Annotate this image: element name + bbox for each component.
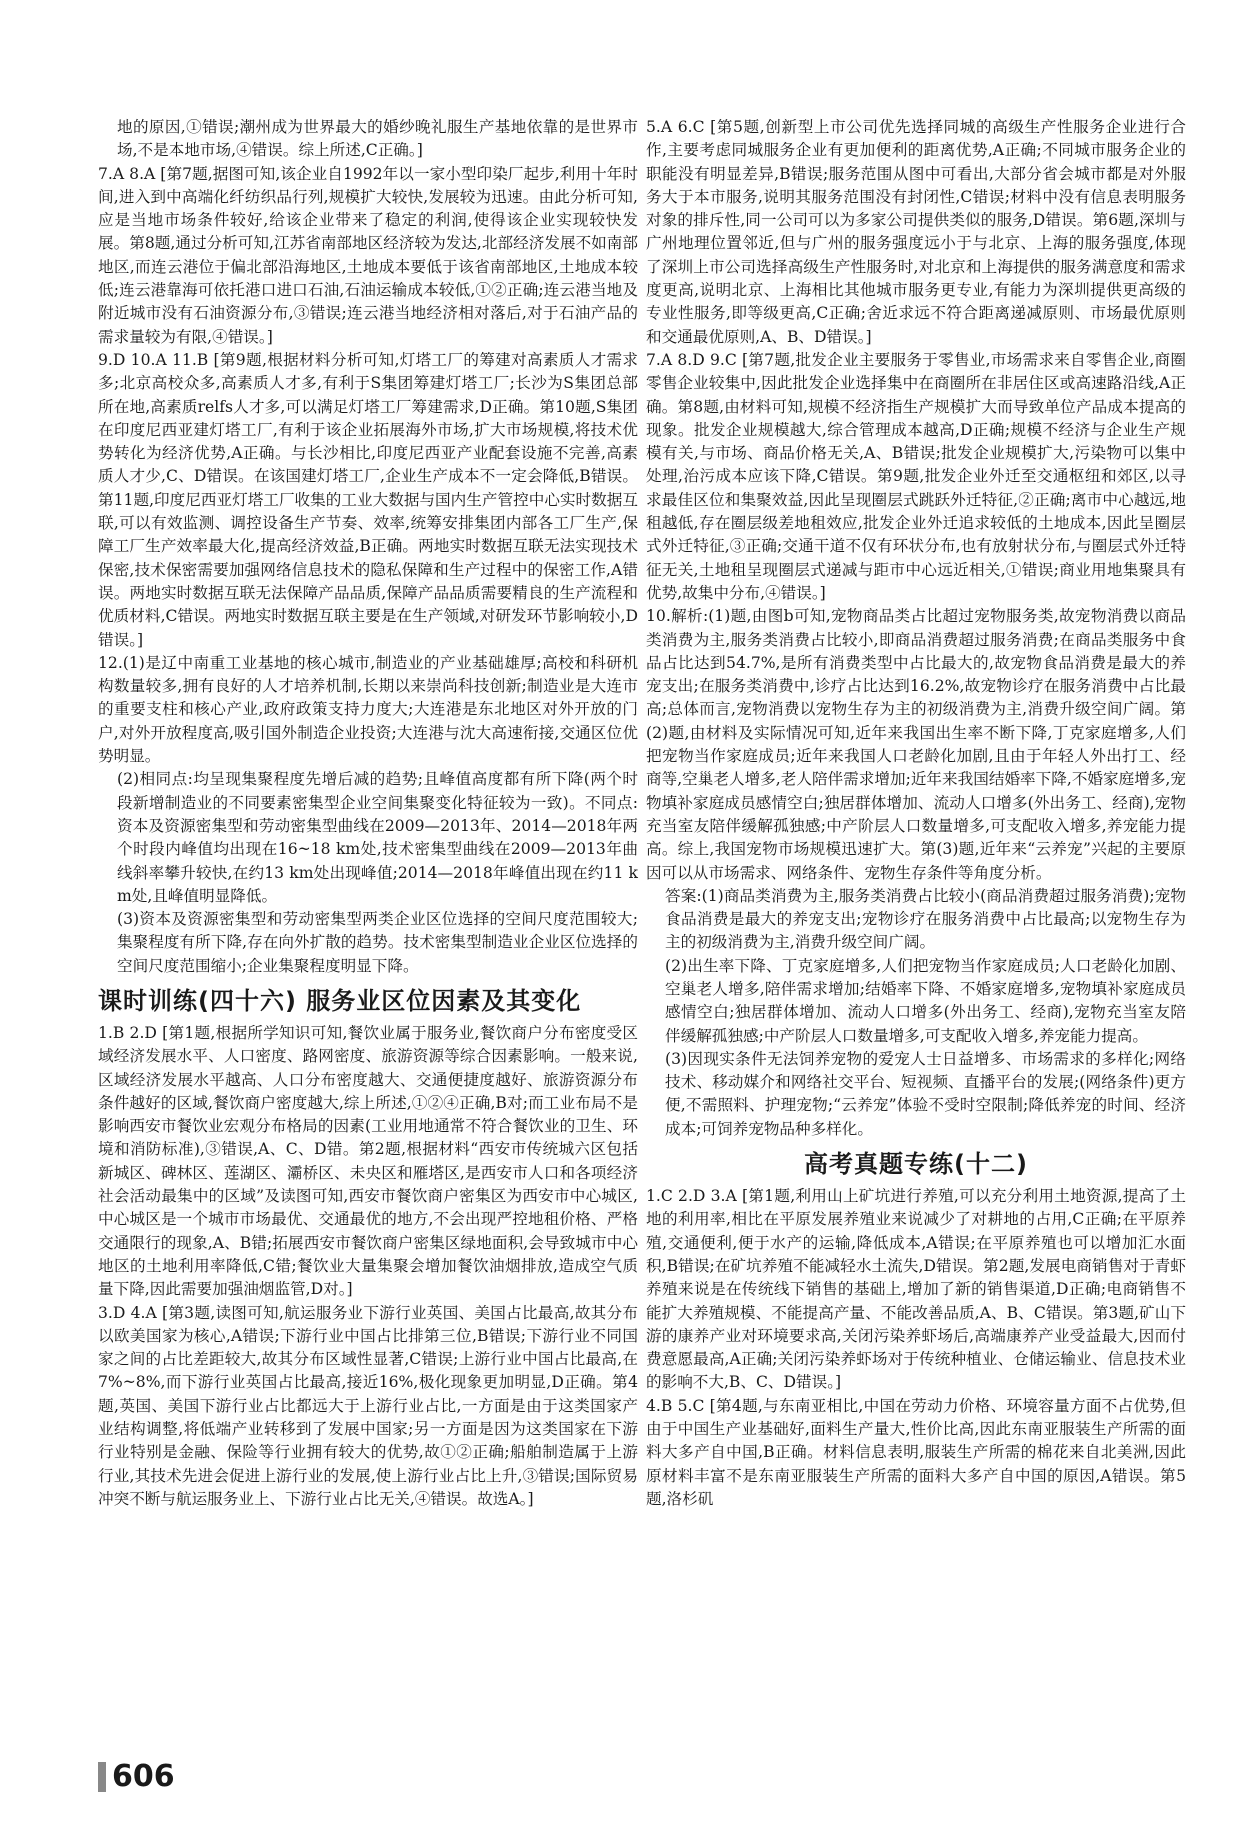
paragraph: (2)相同点:均呈现集聚程度先增后减的趋势;且峰值高度都有所下降(两个时段新增制造业的不同要素密集型企业空间集聚变化特征较为一致)。不同点:资本及资源密集型和劳动密集型曲线在2009—2013年、2014—2018年两个时段内峰值均出现在16~18 km处,技术密集型曲线在2009—2013年曲线斜率攀升较快,在约13 km处出现峰值;2014—2018年峰值出现在约11 km处,且峰值明显降低。 xyxy=(117,770,638,905)
paragraph: 地的原因,①错误;潮州成为世界最大的婚纱晚礼服生产基地依靠的是世界市场,不是本地市场,④错误。综上所述,C正确。] xyxy=(117,118,638,160)
paragraph: 9.D 10.A 11.B [第9题,根据材料分析可知,灯塔工厂的筹建对高素质人才需求多;北京高校众多,高素质人才多,有利于S集团筹建灯塔工厂;长沙为S集团总部所在地,高素质relfs人才多,可以满足灯塔工厂筹建需求,D正确。第10题,S集团在印度尼西亚建灯塔工厂,有利于该企业拓展海外市场,扩大市场规模,将技术优势转化为经济优势,A正确。与长沙相比,印度尼西亚产业配套设施不完善,高素质人才少,C、D错误。在该国建灯塔工厂,企业生产成本不一定会降低,B错误。第11题,印度尼西亚灯塔工厂收集的工业大数据与国内生产管控中心实时数据互联,可以有效监测、调控设备生产节奏、效率,统筹安排集团内部各工厂生产,保障工厂生产效率最大化,提高经济效益,B正确。两地实时数据互联无法实现技术保密,技术保密需要加强网络信息技术的隐私保障和生产过程中的保密工作,A错误。两地实时数据互联无法保障产品品质,保障产品品质需要精良的生产流程和优质材料,C错误。两地实时数据互联主要是在生产领域,对研发环节影响较小,D错误。] xyxy=(98,350,638,649)
paragraph: 7.A 8.A [第7题,据图可知,该企业自1992年以一家小型印染厂起步,利用十年时间,进入到中高端化纤纺织品行列,规模扩大较快,发展较为迅速。由此分析可知,应是当地市场条件较好,给该企业带来了稳定的利润,使得该企业实现较快发展。第8题,通过分析可知,江苏省南部地区经济较为发达,北部经济发展不如南部地区,而连云港位于偏北部沿海地区,土地成本要低于该省南部地区,土地成本较低;连云港靠海可依托港口进口石油,石油运输成本较低,①②正确;连云港当地及附近城市没有石油资源分布,③错误;连云港当地经济相对落后,对于石油产品的需求量较为有限,④错误。] xyxy=(98,164,638,346)
paragraph: 1.B 2.D [第1题,根据所学知识可知,餐饮业属于服务业,餐饮商户分布密度受区域经济发展水平、人口密度、路网密度、旅游资源等综合因素影响。一般来说,区域经济发展水平越高、人口分布密度越大、交通便捷度越好、旅游资源分布条件越好的区域,餐饮商户密度越大,综上所述,①②④正确,B对;而工业布局不是影响西安市餐饮业宏观分布格局的因素(工业用地通常不符合餐饮业的卫生、环境和消防标准),③错误,A、C、D错。第2题,根据材料“西安市传统城六区包括新城区、碑林区、莲湖区、灞桥区、未央区和雁塔区,是西安市人口和各项经济社会活动最集中的区域”及读图可知,西安市餐饮商户密集区为西安市中心城区,中心城区是一个城市市场最优、交通最优的地方,不会出现严控地租价格、严格交通限行的现象,A、B错;拓展西安市餐饮商户密集区绿地面积,会导致城市中心地区的土地利用率降低,C错;餐饮业大量集聚会增加餐饮油烟排放,造成空气质量下降,因此需要加强油烟监管,D对。] xyxy=(98,1023,638,1299)
page-number xyxy=(98,1757,175,1797)
paragraph: (3)资本及资源密集型和劳动密集型两类企业区位选择的空间尺度范围较大;集聚程度有所下降,存在向外扩散的趋势。技术密集型制造业企业区位选择的空间尺度范围缩小;企业集聚程度明显下降。 xyxy=(117,910,638,975)
paragraph: (2)出生率下降、丁克家庭增多,人们把宠物当作家庭成员;人口老龄化加剧、空巢老人增多,陪伴需求增加;结婚率下降、不婚家庭增多,宠物填补家庭成员感情空白;独居群体增加、流动人口增多(外出务工、经商),宠物充当室友陪伴缓解孤独感;中产阶层人口数量增多,可支配收入增多,养宠能力提高。 xyxy=(665,956,1186,1045)
paragraph: 3.D 4.A [第3题,读图可知,航运服务业下游行业英国、美国占比最高,故其分布以欧美国家为核心,A错误;下游行业中国占比排第三位,B错误;下游行业不同国家之间的占比差距较大,故其分布区域性显著,C错误;上游行业中国占比最高,在7%~8%,而下游行业英国占比最高,接近16%,极化现象更加明显,D正确。第4题,英国、美国下游行业占比都远大于上游行业占比,一方面是由于这类国家产业结构调整,将低端产业转移到了发展中国家;另一方面是因为这类国家在下游行业特别是金融、保险等行业拥有较大的优势,故①②正确;船舶制造属于上游行业,其技术先进会促进上游行业的发展,使上游行业占比上升,③错误;国际贸易冲突不断与航运服务业上、下游行业占比无关,④错误。故选A。] xyxy=(98,1303,638,1508)
left-column xyxy=(98,116,638,1511)
right-column xyxy=(646,116,1186,1511)
paragraph: 10.解析:(1)题,由图b可知,宠物商品类占比超过宠物服务类,故宠物消费以商品类消费为主,服务类消费占比较小,即商品消费超过服务消费;在商品类服务中食品占比达到54.7%,是所有消费类型中占比最大的,故宠物食品消费是最大的养宠支出;在服务类消费中,诊疗占比达到16.2%,故宠物诊疗在服务消费中占比最高;总体而言,宠物消费以宠物生存为主的初级消费为主,消费升级空间广阔。第(2)题,由材料及实际情况可知,近年来我国出生率不断下降,丁克家庭增多,人们把宠物当作家庭成员;近年来我国人口老龄化加剧,且由于年轻人外出打工、经商等,空巢老人增多,老人陪伴需求增加;近年来我国结婚率下降,不婚家庭增多,宠物填补家庭成员感情空白;独居群体增加、流动人口增多(外出务工、经商),宠物充当室友陪伴缓解孤独感;中产阶层人口数量增多,可支配收入增多,养宠能力提高。综上,我国宠物市场规模迅速扩大。第(3)题,近年来“云养宠”兴起的主要原因可以从市场需求、网络条件、宠物生存条件等角度分析。 xyxy=(646,607,1186,882)
paragraph: (3)因现实条件无法饲养宠物的爱宠人士日益增多、市场需求的多样化;网络技术、移动媒介和网络社交平台、短视频、直播平台的发展;(网络条件)更方便,不需照料、护理宠物;“云养宠”体验不受时空限制;降低养宠的时间、经济成本;可饲养宠物品种多样化。 xyxy=(665,1049,1186,1138)
page-number-text: 606 xyxy=(112,1759,175,1794)
page-marker-icon xyxy=(98,1762,106,1792)
paragraph: 4.B 5.C [第4题,与东南亚相比,中国在劳动力价格、环境容量方面不占优势,但由于中国生产业基础好,面料生产量大,性价比高,因此东南亚服装生产所需的面料大多产自中国,B正确。材料信息表明,服装生产所需的棉花来自北美洲,因此原材料丰富不是东南亚服装生产所需的面料大多产自中国的原因,A错误。第5题,洛杉矶 xyxy=(646,1396,1186,1508)
paragraph: 7.A 8.D 9.C [第7题,批发企业主要服务于零售业,市场需求来自零售企业,商圈零售企业较集中,因此批发企业选择集中在商圈所在非居住区或高速路沿线,A正确。第8题,由材料可知,规模不经济指生产规模扩大而导致单位产品成本提高的现象。批发企业规模越大,综合管理成本越高,D正确;规模不经济与企业生产规模有关,与市场、商品价格无关,A、B错误;批发企业规模扩大,污染物可以集中处理,治污成本应该下降,C错误。第9题,批发企业外迁至交通枢纽和郊区,以寻求最佳区位和集聚效益,因此呈现圈层式跳跃外迁特征,②正确;离市中心越远,地租越低,存在圈层级差地租效应,批发企业外迁追求较低的土地成本,因此呈圈层式外迁特征,③正确;交通干道不仅有环状分布,也有放射状分布,与圈层式外迁特征无关,土地租呈现圈层式递减与距市中心远近相关,①错误;商业用地集聚具有优势,故集中分布,④错误。] xyxy=(646,350,1186,602)
paragraph: 1.C 2.D 3.A [第1题,利用山上矿坑进行养殖,可以充分利用土地资源,提高了土地的利用率,相比在平原发展养殖业来说减少了对耕地的占用,C正确;在平原养殖,交通便利,便于水产的运输,降低成本,A错误;在平原养殖也可以增加汇水面积,B错误;在矿坑养殖不能减轻水土流失,D错误。第2题,发展电商销售对于青虾养殖来说是在传统线下销售的基础上,增加了新的销售渠道,D正确;电商销售不能扩大养殖规模、不能提高产量、不能改善品质,A、B、C错误。第3题,矿山下游的康养产业对环境要求高,关闭污染养虾场后,高端康养产业受益最大,因而付费意愿最高,A正确;关闭污染养虾场对于传统种植业、仓储运输业、信息技术业的影响不大,B、C、D错误。] xyxy=(646,1187,1186,1392)
section-heading: 课时训练(四十六) 服务业区位因素及其变化 xyxy=(98,986,582,1015)
paragraph: 答案:(1)商品类消费为主,服务类消费占比较小(商品消费超过服务消费);宠物食品消费是最大的养宠支出;宠物诊疗在服务消费中占比最高;以宠物生存为主的初级消费为主,消费升级空间广阔。 xyxy=(665,886,1186,952)
paragraph: 5.A 6.C [第5题,创新型上市公司优先选择同城的高级生产性服务企业进行合作,主要考虑同城服务企业有更加便利的距离优势,A正确;不同城市服务企业的职能没有明显差异,B错误;服务范围从图中可看出,大部分省会城市都是对外服务大于本市服务,说明其服务范围没有封闭性,C错误;材料中没有信息表明服务对象的排斥性,同一公司可以为多家公司提供类似的服务,D错误。第6题,深圳与广州地理位置邻近,但与广州的服务强度远小于与北京、上海的服务强度,体现了深圳上市公司选择高级生产性服务时,对北京和上海提供的服务满意度和需求度更高,说明北京、上海相比其他城市服务更专业,有能力为深圳提供更高级的专业性服务,即等级更高,C正确;舍近求远不符合距离递减原则、市场最优原则和交通最优原则,A、B、D错误。] xyxy=(646,118,1186,346)
section-heading: 高考真题专练(十二) xyxy=(804,1150,1028,1179)
paragraph: 12.(1)是辽中南重工业基地的核心城市,制造业的产业基础雄厚;高校和科研机构数量较多,拥有良好的人才培养机制,长期以来崇尚科技创新;制造业是大连市的重要支柱和核心产业,政府政策支持力度大;大连港是东北地区对外开放的门户,对外开放程度高,吸引国外制造企业投资;大连港与沈大高速衔接,交通区位优势明显。 xyxy=(98,653,638,766)
